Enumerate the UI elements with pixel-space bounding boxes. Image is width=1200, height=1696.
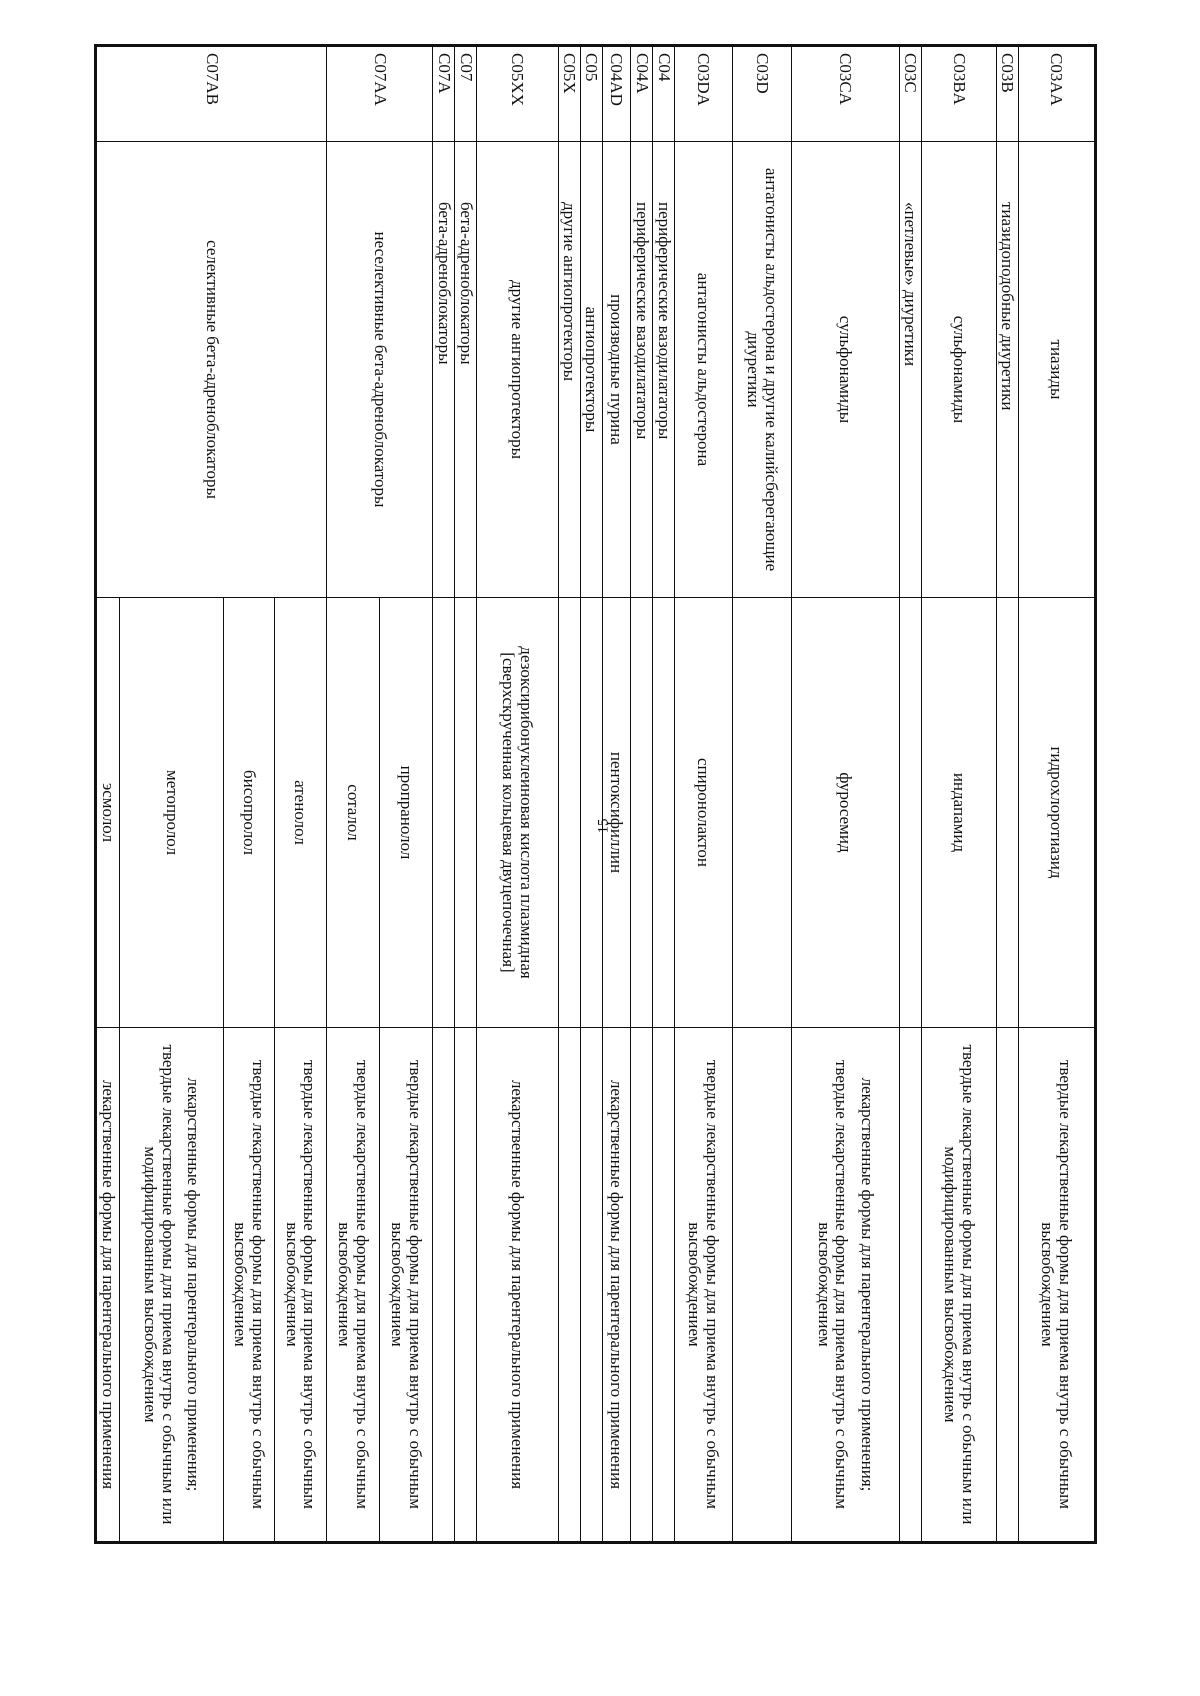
drug-name xyxy=(580,598,602,1028)
dosage-form xyxy=(900,1028,922,1543)
group-name: бета-адреноблокаторы xyxy=(433,142,455,598)
drug-name: эсмолол xyxy=(96,598,120,1028)
table-row xyxy=(996,46,1018,1543)
medicine-table xyxy=(94,44,1097,1544)
dosage-form xyxy=(631,1028,653,1543)
table-row xyxy=(900,46,922,1543)
drug-name: гидрохлоротиазид xyxy=(1018,598,1095,1028)
dosage-form xyxy=(274,1028,327,1543)
dosage-form xyxy=(732,1028,791,1543)
form-line: лекарственные формы для парентерального применения xyxy=(99,1079,119,1490)
drug-name xyxy=(732,598,791,1028)
table-row xyxy=(274,46,327,1543)
table-row xyxy=(602,46,631,1543)
table-row xyxy=(433,46,455,1543)
form-line: твердые лекарственные формы для приема внутрь с обычным высвобождением xyxy=(335,1059,373,1509)
dosage-form xyxy=(433,1028,455,1543)
drug-name: соталол xyxy=(327,598,380,1028)
table-row xyxy=(792,46,900,1543)
drug-name: бисопролол xyxy=(223,598,274,1028)
table-row xyxy=(675,46,732,1543)
group-name: другие ангиопротекторы xyxy=(558,142,580,598)
group-name: тиазиды xyxy=(1018,142,1095,598)
atc-code: C03AA xyxy=(1018,46,1095,142)
atc-code: C03B xyxy=(996,46,1018,142)
drug-name xyxy=(631,598,653,1028)
dosage-form xyxy=(1018,1028,1095,1543)
table-row xyxy=(653,46,675,1543)
drug-name xyxy=(455,598,477,1028)
atc-code: C04A xyxy=(631,46,653,142)
form-line: твердые лекарственные формы для приема внутрь с обычным или модифицированным высвобождением xyxy=(140,1044,178,1525)
drug-name: дезоксирибонуклеиновая кислота плазмидная [сверхскрученная кольцевая двуцепочечная] xyxy=(477,598,558,1028)
form-line: лекарственные формы для парентерального применения xyxy=(607,1079,627,1490)
group-name: бета-адреноблокаторы xyxy=(455,142,477,598)
table-row xyxy=(1018,46,1095,1543)
atc-code: C03C xyxy=(900,46,922,142)
atc-code: C03D xyxy=(732,46,791,142)
dosage-form xyxy=(922,1028,997,1543)
dosage-form xyxy=(96,1028,120,1543)
form-line: лекарственные формы для парентерального применения xyxy=(508,1079,528,1490)
group-name: антагонисты альдостерона xyxy=(675,142,732,598)
group-name: селективные бета-адреноблокаторы xyxy=(96,142,327,598)
atc-code: C05X xyxy=(558,46,580,142)
form-line: твердые лекарственные формы для приема внутрь с обычным высвобождением xyxy=(1038,1059,1076,1509)
group-name: антагонисты альдостерона и другие калийсберегающие диуретики xyxy=(732,142,791,598)
table-row xyxy=(477,46,558,1543)
dosage-form xyxy=(675,1028,732,1543)
drug-name: атенолол xyxy=(274,598,327,1028)
atc-code: C03BA xyxy=(922,46,997,142)
dosage-form xyxy=(380,1028,433,1543)
form-line: твердые лекарственные формы для приема внутрь с обычным высвобождением xyxy=(282,1059,320,1509)
form-line: твердые лекарственные формы для приема внутрь с обычным высвобождением xyxy=(814,1059,852,1509)
drug-name: спиронолактон xyxy=(675,598,732,1028)
table-row xyxy=(922,46,997,1543)
table-row xyxy=(580,46,602,1543)
drug-name xyxy=(558,598,580,1028)
group-name: другие ангиопротекторы xyxy=(477,142,558,598)
form-line: лекарственные формы для парентерального применения; xyxy=(184,1077,204,1492)
dosage-form xyxy=(455,1028,477,1543)
group-name: периферические вазодилататоры xyxy=(653,142,675,598)
atc-code: C04AD xyxy=(602,46,631,142)
atc-code: C04 xyxy=(653,46,675,142)
atc-code: C05 xyxy=(580,46,602,142)
atc-code: C07 xyxy=(455,46,477,142)
atc-code: C07AB xyxy=(96,46,327,142)
drug-name xyxy=(900,598,922,1028)
form-line: твердые лекарственные формы для приема внутрь с обычным высвобождением xyxy=(388,1059,426,1509)
page-number: 15 xyxy=(595,818,612,834)
table-row xyxy=(732,46,791,1543)
table-row xyxy=(631,46,653,1543)
group-name: тиазидоподобные диуретики xyxy=(996,142,1018,598)
atc-code: C07AA xyxy=(327,46,433,142)
dosage-form xyxy=(602,1028,631,1543)
group-name: сульфонамиды xyxy=(922,142,997,598)
group-name: периферические вазодилататоры xyxy=(631,142,653,598)
form-line: твердые лекарственные формы для приема внутрь с обычным высвобождением xyxy=(230,1059,268,1509)
atc-code: C07A xyxy=(433,46,455,142)
group-name: сульфонамиды xyxy=(792,142,900,598)
rotated-page xyxy=(94,44,1097,1544)
drug-name: метопролол xyxy=(120,598,224,1028)
atc-code: C03DA xyxy=(675,46,732,142)
drug-name: пропранолол xyxy=(380,598,433,1028)
atc-code: C05XX xyxy=(477,46,558,142)
atc-code: C03CA xyxy=(792,46,900,142)
group-name: неселективные бета-адреноблокаторы xyxy=(327,142,433,598)
table-row xyxy=(558,46,580,1543)
dosage-form xyxy=(223,1028,274,1543)
dosage-form xyxy=(792,1028,900,1543)
form-line: твердые лекарственные формы для приема внутрь с обычным высвобождением xyxy=(685,1059,723,1509)
dosage-form xyxy=(327,1028,380,1543)
group-name: ангиопротекторы xyxy=(580,142,602,598)
drug-name xyxy=(653,598,675,1028)
drug-name: индапамид xyxy=(922,598,997,1028)
dosage-form xyxy=(580,1028,602,1543)
group-name: «петлевые» диуретики xyxy=(900,142,922,598)
table-row xyxy=(455,46,477,1543)
form-line: твердые лекарственные формы для приема внутрь с обычным или модифицированным высвобождением xyxy=(940,1044,978,1525)
drug-name xyxy=(996,598,1018,1028)
table-row xyxy=(380,46,433,1543)
form-line: лекарственные формы для парентерального применения; xyxy=(858,1077,878,1492)
dosage-form xyxy=(477,1028,558,1543)
drug-name: пентоксифиллин xyxy=(602,598,631,1028)
dosage-form xyxy=(558,1028,580,1543)
drug-name: фуросемид xyxy=(792,598,900,1028)
dosage-form xyxy=(653,1028,675,1543)
dosage-form xyxy=(996,1028,1018,1543)
group-name: производные пурина xyxy=(602,142,631,598)
drug-name xyxy=(433,598,455,1028)
dosage-form xyxy=(120,1028,224,1543)
